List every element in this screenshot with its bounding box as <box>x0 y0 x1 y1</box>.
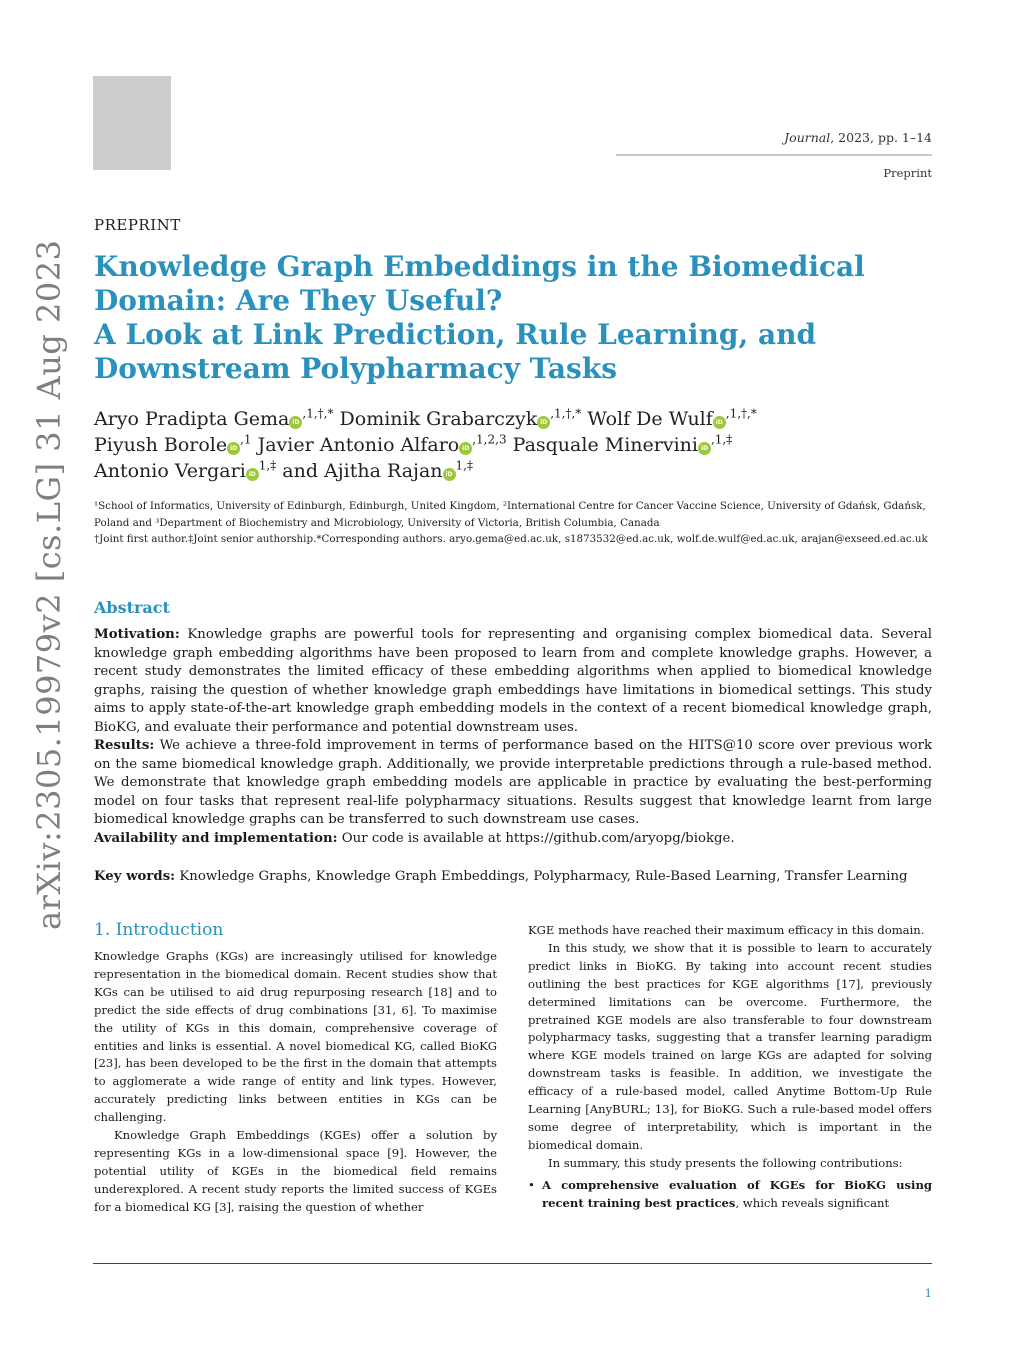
orcid-icon[interactable]: iD <box>289 416 302 429</box>
author-line <box>94 432 934 458</box>
page-number: 1 <box>924 1286 932 1300</box>
results-label: Results: <box>94 738 155 753</box>
abstract-heading: Abstract <box>94 598 170 617</box>
paragraph: In summary, this study presents the following contributions: <box>548 1155 903 1170</box>
motivation-label: Motivation: <box>94 627 180 642</box>
availability-text: Our code is available at https://github.com/aryopg/biokge. <box>341 830 735 846</box>
abstract-results <box>94 737 932 830</box>
affiliation-institutions: ¹School of Informatics, University of Edinburgh, Edinburgh, United Kingdom, ²International Centre for Cancer Vaccine Science, University of Gdańsk, Gdańsk, Poland and ³Department of Biochemistry and Microbiology, University of Victoria, British Columbia, Canada <box>94 500 926 529</box>
abstract-body <box>94 626 932 848</box>
paragraph: Knowledge Graph Embeddings (KGEs) offer a solution by representing KGs in a low-dimensional space [9]. However, the potential utility of KGEs in the biomedical field remains underexplored. A recent study reports the limited success of KGEs for a biomedical KG [3], raising the question of whether <box>94 1128 497 1214</box>
orcid-icon[interactable]: iD <box>537 416 550 429</box>
article-type-label: PREPRINT <box>94 216 181 234</box>
orcid-icon[interactable]: iD <box>713 416 726 429</box>
footer-rule <box>93 1263 932 1264</box>
author-affil-marks: ,1 <box>240 432 252 447</box>
orcid-icon[interactable]: iD <box>443 468 456 481</box>
affiliation-notes: †Joint first author.‡Joint senior authorship.*Corresponding authors. aryo.gema@ed.ac.uk, s1873532@ed.ac.uk, wolf.de.wulf@ed.ac.uk, arajan@exseed.ed.ac.uk <box>94 533 928 545</box>
orcid-icon[interactable]: iD <box>227 442 240 455</box>
author-affil-marks: 1,‡ <box>258 458 277 473</box>
author-name: Piyush Borole <box>94 434 228 456</box>
author-affil-marks: ,1,‡ <box>710 432 733 447</box>
contribution-bullet <box>528 1177 932 1213</box>
arxiv-stamp: arXiv:2305.19979v2 [cs.LG] 31 Aug 2023 <box>30 239 68 930</box>
paragraph: KGE methods have reached their maximum efficacy in this domain. <box>528 923 925 937</box>
author-name: Aryo Pradipta Gema <box>94 408 290 430</box>
author-list <box>94 406 934 484</box>
journal-logo-placeholder <box>93 76 171 170</box>
keywords-text: Knowledge Graphs, Knowledge Graph Embeddings, Polypharmacy, Rule-Based Learning, Transfer Learning <box>179 869 908 884</box>
author-line <box>94 458 934 484</box>
author-name: Wolf De Wulf <box>587 408 713 430</box>
affiliations <box>94 498 934 548</box>
bullet-rest: , which reveals significant <box>735 1195 890 1210</box>
keywords <box>94 868 934 886</box>
orcid-icon[interactable]: iD <box>246 468 259 481</box>
section-heading-introduction: 1. Introduction <box>94 920 224 940</box>
title-line: Domain: Are They Useful? <box>94 284 503 317</box>
left-column <box>94 948 497 1217</box>
abstract-availability <box>94 830 932 849</box>
preprint-tag: Preprint <box>883 166 932 180</box>
author-affil-marks: ,1,2,3 <box>472 432 507 447</box>
orcid-icon[interactable]: iD <box>459 442 472 455</box>
author-name: Ajitha Rajan <box>324 460 443 482</box>
paragraph: In this study, we show that it is possible to learn to accurately predict links in BioKG. By taking into account recent studies outlining the best practices for KGE algorithms [17], previously determined limitations can be overcome. Furthermore, the pretrained KGE models are also transferable to four downstream polypharmacy tasks, suggesting that a transfer learning paradigm where KGE models trained on large KGs are adapted for solving downstream tasks is feasible. In addition, we investigate the efficacy of a rule-based model, called Anytime Bottom-Up Rule Learning [AnyBURL; 13], for BioKG. Such a rule-based model offers some degree of interpretability, which is important in the biomedical domain. <box>528 940 932 1152</box>
author-name: Javier Antonio Alfaro <box>257 434 460 456</box>
paper-title <box>94 250 934 386</box>
author-name: Dominik Grabarczyk <box>339 408 538 430</box>
author-affil-marks: ,1,†,* <box>302 406 334 421</box>
paragraph: Knowledge Graphs (KGs) are increasingly utilised for knowledge representation in the biomedical domain. Recent studies show that KGs can be utilised to aid drug repurposing research [18] and to predict the side effects of drug combinations [31, 6]. To maximise the utility of KGs in this domain, comprehensive coverage of entities and links is essential. A novel biomedical KG, called BioKG [23], has been developed to be the first in the domain that attempts to agglomerate a wide range of entity and link types. However, accurately predicting links between entities in KGs can be challenging. <box>94 949 497 1125</box>
author-affil-marks: ,1,†,* <box>725 406 757 421</box>
author-name: Pasquale Minervini <box>512 434 698 456</box>
header-rule <box>616 154 932 156</box>
bullet-icon: • <box>528 1177 535 1192</box>
availability-label: Availability and implementation: <box>94 830 338 846</box>
journal-year-pages: , 2023, pp. 1–14 <box>830 130 932 145</box>
title-line: Downstream Polypharmacy Tasks <box>94 352 617 385</box>
author-connector: and <box>282 460 319 482</box>
orcid-icon[interactable]: iD <box>698 442 711 455</box>
keywords-label: Key words: <box>94 869 176 884</box>
title-line: Knowledge Graph Embeddings in the Biomedical <box>94 250 865 283</box>
title-line: A Look at Link Prediction, Rule Learning, and <box>94 318 817 351</box>
author-affil-marks: ,1,†,* <box>550 406 582 421</box>
bullet-bold: A comprehensive evaluation of KGEs for BioKG using recent training best practices <box>542 1177 932 1210</box>
bullet-text <box>542 1177 932 1213</box>
journal-name: Journal <box>784 130 831 145</box>
author-line <box>94 406 934 432</box>
author-name: Antonio Vergari <box>94 460 246 482</box>
journal-citation <box>784 130 932 145</box>
motivation-text: Knowledge graphs are powerful tools for representing and organising complex biomedical data. Several knowledge graph embedding algorithms have been proposed to learn from and complete knowledge graphs. However, a recent study demonstrates the limited efficacy of these embedding algorithms when applied to biomedical knowledge graphs, raising the question of whether knowledge graph embeddings have limitations in biomedical settings. This study aims to apply state-of-the-art knowledge graph embedding models in the context of a recent biomedical knowledge graph, BioKG, and evaluate their performance and potential downstream uses. <box>94 627 933 735</box>
results-text: We achieve a three-fold improvement in terms of performance based on the HITS@10 score over previous work on the same biomedical knowledge graph. Additionally, we provide interpretable predictions through a rule-based method. We demonstrate that knowledge graph embedding models are applicable in practice by evaluating the best-performing model on four tasks that represent real-life polypharmacy situations. Results suggest that knowledge learnt from large biomedical knowledge graphs can be transferred to such downstream use cases. <box>94 738 932 827</box>
author-affil-marks: 1,‡ <box>455 458 473 473</box>
right-column <box>528 922 932 1213</box>
abstract-motivation <box>94 626 932 737</box>
